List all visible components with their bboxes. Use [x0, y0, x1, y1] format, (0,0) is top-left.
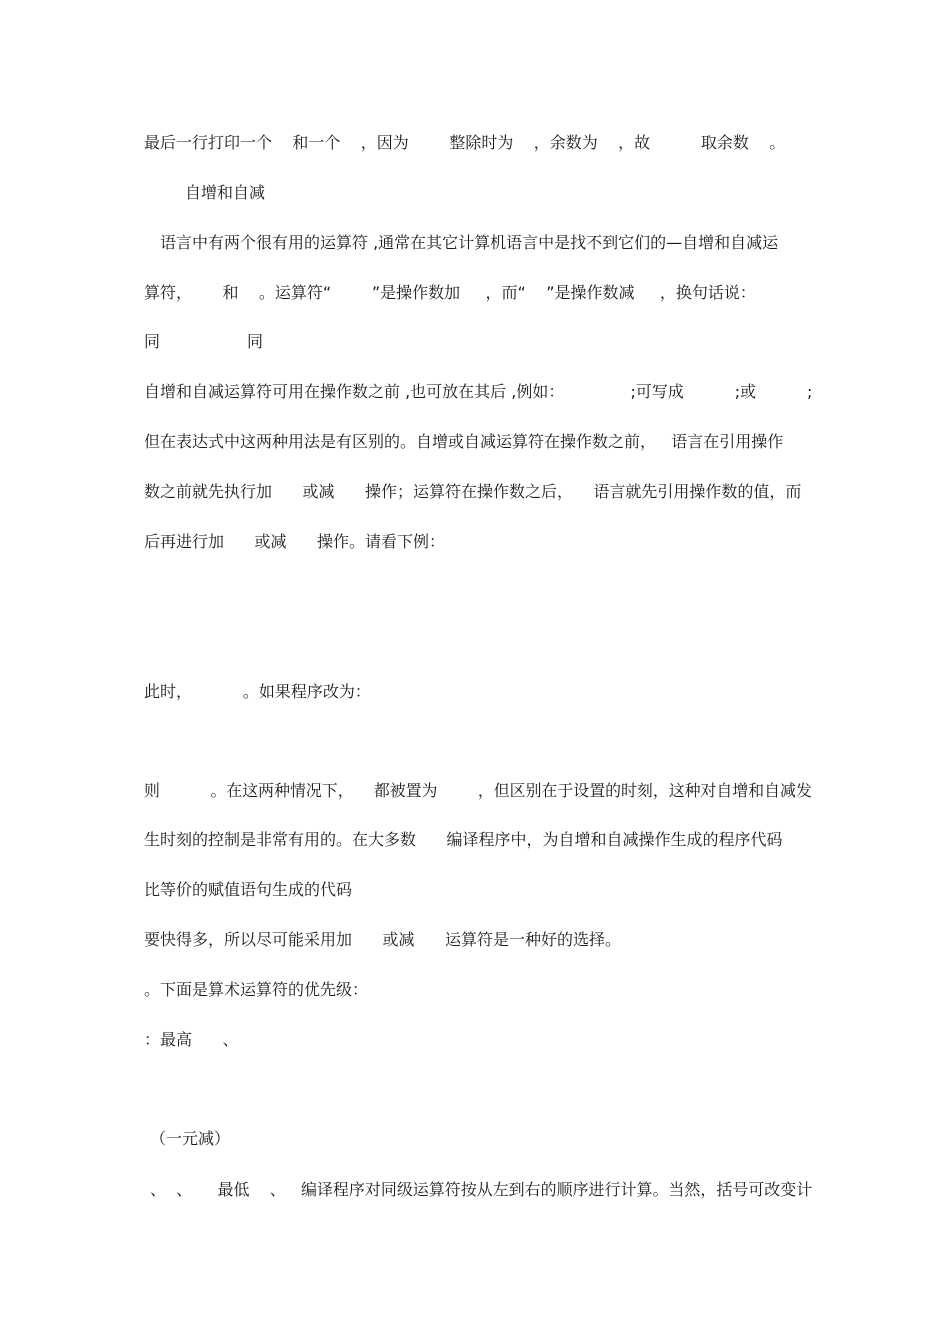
text-line-8: 数之前就先执行加 或减 操作；运算符在操作数之后， 语言就先引用操作数的值，而	[144, 482, 802, 501]
text-line-3: 语言中有两个很有用的运算符 ,通常在其它计算机语言中是找不到它们的—自增和自减运	[160, 233, 779, 252]
text-line-17: （一元减）	[150, 1129, 231, 1148]
section-heading: 自增和自减	[185, 183, 266, 202]
text-line-5a: 同	[144, 332, 161, 351]
text-line-15: 。下面是算术运算符的优先级：	[144, 980, 369, 999]
text-line-14: 要快得多，所以尽可能采用加 或减 运算符是一种好的选择。	[144, 930, 622, 949]
text-line-9: 后再进行加 或减 操作。请看下例：	[144, 532, 446, 551]
text-line-7: 但在表达式中这两种用法是有区别的。自增或自减运算符在操作数之前， 语言在引用操作	[144, 432, 784, 451]
text-line-6: 自增和自减运算符可用在操作数之前 ,也可放在其后 ,例如： ;可写成 ;或 ;	[144, 382, 813, 401]
text-line-5b: 同	[247, 332, 264, 351]
text-line-11: 则 。在这两种情况下， 都被置为 ，但区别在于设置的时刻，这种对自增和自减发	[144, 781, 812, 800]
text-line-1: 最后一行打印一个 和一个 ，因为 整除时为 ，余数为 ，故 取余数 。	[144, 133, 786, 152]
text-line-16: ：最高 、	[144, 1030, 239, 1049]
text-line-18: 、 、 最低 、 编译程序对同级运算符按从左到右的顺序进行计算。当然，括号可改变计	[150, 1180, 813, 1199]
text-line-12: 生时刻的控制是非常有用的。在大多数 编译程序中，为自增和自减操作生成的程序代码	[144, 830, 783, 849]
text-line-10: 此时， 。如果程序改为：	[144, 682, 371, 701]
text-line-13: 比等价的赋值语句生成的代码	[144, 880, 353, 899]
text-line-4: 算符， 和 。运算符“ ”是操作数加 ，而“ ”是操作数减 ，换句话说：	[144, 283, 756, 302]
